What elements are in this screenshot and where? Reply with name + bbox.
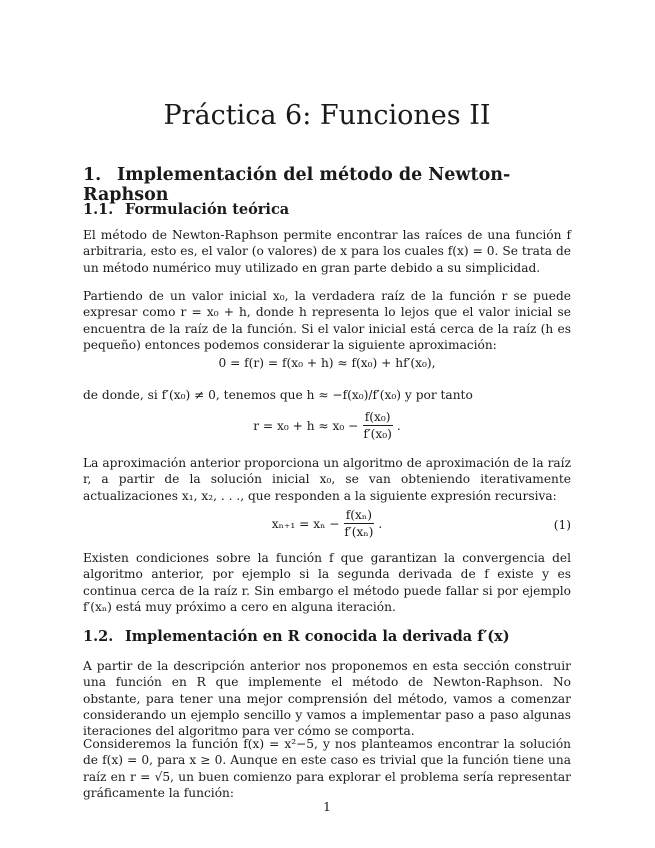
- equation-root-estimate: [83, 410, 571, 441]
- subsection-title: Implementación en R conocida la derivada f′(x): [125, 628, 510, 645]
- equation-period: .: [378, 516, 383, 531]
- equation-left-side: r = x₀ + h ≈ x₀ −: [253, 418, 359, 433]
- page-number: 1: [323, 800, 331, 814]
- fraction-denominator: f′(xₙ): [344, 525, 374, 539]
- subsection-heading-1-2: [83, 628, 510, 645]
- paragraph-initial-value: Partiendo de un valor inicial x₀, la verdadera raíz de la función r se puede expresar como r = x₀ + h, donde h representa lo lejos que el valor inicial se encuentra de la raíz de la función. Si el valor inicial está cerca de la raíz (h es pequeño) entonces podemos considerar la siguiente aproximación:: [83, 289, 571, 352]
- equation-left-side: xₙ₊₁ = xₙ −: [271, 516, 340, 531]
- equation-period: .: [396, 418, 401, 433]
- fraction: [361, 410, 394, 441]
- section-number: 1.: [83, 165, 102, 185]
- equation-number: (1): [553, 518, 571, 532]
- subsection-number: 1.1.: [83, 201, 114, 218]
- subsection-title: Formulación teórica: [125, 201, 290, 218]
- section-heading: [83, 165, 571, 205]
- section-title: Implementación del método de Newton-Raphson: [83, 165, 511, 205]
- equation-recursive: [83, 508, 571, 539]
- paragraph-convergence: Existen condiciones sobre la función f que garantizan la convergencia del algoritmo anterior, por ejemplo si la segunda derivada de f existe y es continua cerca de la raíz r. Sin embargo el método puede fallar si por ejemplo f′(xₙ) está muy próximo a cero en alguna iteración.: [83, 551, 571, 614]
- paragraph-intro: El método de Newton-Raphson permite encontrar las raíces de una función f arbitraria, esto es, el valor (o valores) de x para los cuales f(x) = 0. Se trata de un método numérico muy utilizado en gran parte debido a su simplicidad.: [83, 228, 571, 275]
- subsection-number: 1.2.: [83, 628, 114, 645]
- paragraph-example: Consideremos la función f(x) = x²−5, y nos planteamos encontrar la solución de f(x) = 0, para x ≥ 0. Aunque en este caso es trivial que la función tiene una raíz en r = √5, un buen comienzo para explorar el problema sería representar gráficamente la función:: [83, 737, 571, 800]
- subsection-heading-1-1: [83, 201, 289, 218]
- page-title: Práctica 6: Funciones II: [163, 100, 491, 131]
- paragraph-derivation: de donde, si f′(x₀) ≠ 0, tenemos que h ≈ −f(x₀)/f′(x₀) y por tanto: [83, 388, 473, 402]
- fraction-denominator: f′(x₀): [363, 427, 392, 441]
- fraction-numerator: f(x₀): [364, 410, 391, 424]
- fraction-numerator: f(xₙ): [345, 508, 372, 522]
- paragraph-algorithm: La aproximación anterior proporciona un algoritmo de aproximación de la raíz r, a partir de la solución inicial x₀, se van obteniendo iterativamente actualizaciones x₁, x₂, . . ., que responden a la siguiente expresión recursiva:: [83, 456, 571, 503]
- paragraph-implementation: A partir de la descripción anterior nos proponemos en esta sección construir una función en R que implemente el método de Newton-Raphson. No obstante, para tener una mejor comprensión del método, vamos a comenzar considerando un ejemplo sencillo y vamos a implementar paso a paso algunas iteraciones del algoritmo para ver cómo se comporta.: [83, 659, 571, 739]
- fraction: [342, 508, 375, 539]
- equation-approximation: 0 = f(r) = f(x₀ + h) ≈ f(x₀) + hf′(x₀),: [218, 356, 436, 370]
